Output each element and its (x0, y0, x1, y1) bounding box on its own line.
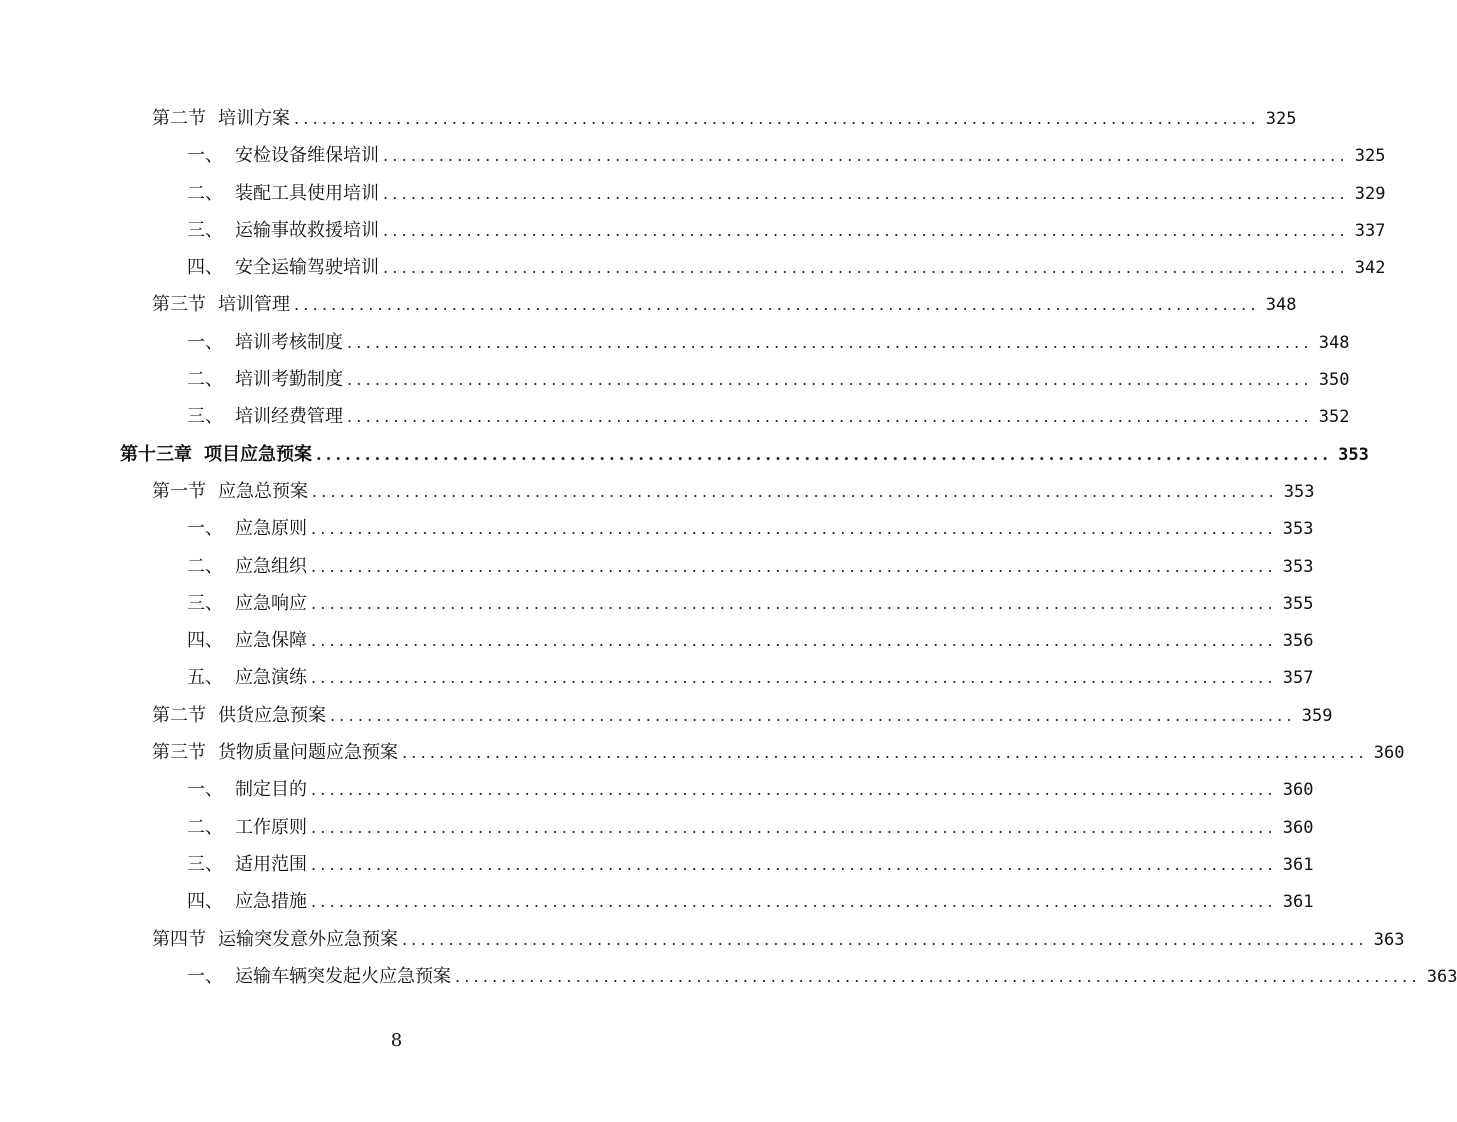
toc-entry-page: 360 (1282, 780, 1314, 801)
toc-entry-page: 348 (1318, 332, 1350, 353)
toc-entry[interactable] (0, 921, 1405, 958)
toc-entry-number: 三、 (187, 406, 223, 428)
dot-leader: ........................................................................................................ (294, 295, 1260, 315)
toc-entry-page: 350 (1318, 370, 1350, 391)
toc-entry[interactable] (0, 734, 1405, 771)
toc-entry-title: 应急原则 (235, 518, 307, 540)
dot-leader: ........................................................................................................ (311, 854, 1277, 874)
toc-entry-label (120, 436, 312, 473)
toc-entry-title: 制定目的 (235, 779, 307, 801)
dot-leader: ........................................................................................................ (383, 220, 1349, 240)
dot-leader: ........................................................................................................ (383, 183, 1349, 203)
dot-leader: ........................................................................................................ (311, 668, 1277, 688)
dot-leader: ........................................................................................................ (311, 519, 1277, 539)
toc-entry-page: 356 (1282, 631, 1314, 652)
toc-entry[interactable] (0, 809, 1314, 846)
toc-entry-page: 337 (1354, 220, 1386, 241)
toc-entry-number: 第三节 (152, 742, 206, 764)
toc-entry-label (152, 286, 290, 323)
toc-entry-label (187, 361, 343, 398)
toc-entry[interactable] (0, 548, 1314, 585)
toc-entry-page: 353 (1283, 481, 1315, 502)
toc-entry-label (152, 473, 308, 510)
toc-entry[interactable] (0, 659, 1314, 696)
dot-leader: ........................................................................................................ (311, 780, 1277, 800)
toc-entry[interactable] (0, 473, 1315, 510)
toc-entry-title: 项目应急预案 (204, 443, 312, 465)
toc-entry-page: 359 (1301, 705, 1333, 726)
toc-entry-title: 培训考核制度 (235, 331, 343, 353)
toc-entry[interactable] (0, 622, 1314, 659)
toc-entry-page: 325 (1265, 109, 1297, 129)
toc-entry-page: 361 (1282, 892, 1314, 913)
toc-entry-title: 装配工具使用培训 (235, 182, 379, 204)
toc-entry-label (187, 212, 379, 249)
toc-entry-title: 安检设备维保培训 (235, 145, 379, 167)
toc-entry-label (152, 921, 398, 958)
toc-entry-number: 二、 (187, 369, 223, 391)
dot-leader: ........................................................................................................ (347, 407, 1313, 427)
toc-entry[interactable] (0, 286, 1297, 323)
toc-entry-label (187, 846, 307, 883)
toc-entry[interactable] (0, 436, 1369, 473)
dot-leader: ........................................................................................................ (311, 631, 1277, 651)
toc-entry[interactable] (0, 137, 1386, 174)
toc-entry-title: 安全运输驾驶培训 (235, 257, 379, 279)
dot-leader: ........................................................................................................ (455, 966, 1421, 986)
toc-entry-page: 360 (1373, 743, 1405, 764)
toc-entry-title: 培训管理 (218, 294, 290, 316)
toc-entry-number: 一、 (187, 331, 223, 353)
dot-leader: ........................................................................................................ (347, 370, 1313, 390)
dot-leader: ........................................................................................................ (312, 481, 1278, 501)
toc-entry-title: 应急保障 (235, 630, 307, 652)
toc-entry-page: 363 (1426, 966, 1457, 987)
toc-entry[interactable] (0, 324, 1350, 361)
dot-leader: ........................................................................................................ (311, 593, 1277, 613)
toc-entry[interactable] (0, 958, 1457, 995)
toc-entry-title: 运输事故救援培训 (235, 219, 379, 241)
toc-entry-title: 应急总预案 (218, 480, 308, 502)
toc-entry-number: 三、 (187, 592, 223, 614)
page-number: 8 (390, 1030, 403, 1051)
toc-entry[interactable] (0, 697, 1333, 734)
toc-entry[interactable] (0, 883, 1314, 920)
toc-entry-title: 应急演练 (235, 667, 307, 689)
toc-entry-title: 货物质量问题应急预案 (218, 742, 398, 764)
dot-leader: ........................................................................................................ (311, 892, 1277, 912)
toc-entry[interactable] (0, 249, 1386, 286)
toc-entry-number: 第二节 (152, 108, 206, 129)
dot-leader: ........................................................................................................ (383, 258, 1349, 278)
toc-entry-label (187, 622, 307, 659)
dot-leader: ........................................................................................................ (330, 705, 1296, 725)
toc-entry-number: 三、 (187, 219, 223, 241)
toc-entry-label (187, 175, 379, 212)
toc-entry-label (187, 771, 307, 808)
toc-entry-title: 适用范围 (235, 853, 307, 875)
toc-entry-number: 二、 (187, 182, 223, 204)
toc-entry-page: 342 (1354, 258, 1386, 279)
dot-leader: ........................................................................................................ (311, 817, 1277, 837)
toc-entry-title: 运输车辆突发起火应急预案 (235, 965, 451, 987)
toc-entry[interactable] (0, 846, 1314, 883)
toc-entry-label (187, 958, 451, 995)
toc-entry-page: 352 (1318, 407, 1350, 428)
toc-entry[interactable] (0, 398, 1350, 435)
toc-entry-label (187, 809, 307, 846)
toc-entry-label (152, 697, 326, 734)
toc-entry-number: 一、 (187, 965, 223, 987)
toc-entry-label (187, 324, 343, 361)
dot-leader: ........................................................................................................ (402, 743, 1368, 763)
toc-list (0, 100, 1457, 995)
toc-entry-label (187, 510, 307, 547)
toc-entry[interactable] (0, 100, 1297, 137)
toc-entry[interactable] (0, 361, 1350, 398)
toc-entry-title: 培训方案 (218, 108, 290, 129)
toc-entry-label (187, 659, 307, 696)
dot-leader: ........................................................................................................ (383, 146, 1349, 166)
toc-entry-title: 运输突发意外应急预案 (218, 928, 398, 950)
toc-entry-number: 四、 (187, 630, 223, 652)
toc-entry-title: 应急响应 (235, 592, 307, 614)
toc-entry-page: 361 (1282, 854, 1314, 875)
toc-entry-page: 353 (1282, 556, 1314, 577)
toc-entry-label (187, 398, 343, 435)
toc-entry[interactable] (0, 212, 1386, 249)
toc-entry-label (187, 883, 307, 920)
toc-entry-page: 353 (1282, 519, 1314, 540)
toc-entry[interactable] (0, 175, 1386, 212)
toc-entry-number: 一、 (187, 145, 223, 167)
toc-entry-label (152, 734, 398, 771)
dot-leader: ........................................................................................................ (316, 444, 1333, 464)
toc-entry[interactable] (0, 771, 1314, 808)
toc-entry-page: 353 (1338, 444, 1369, 465)
toc-entry-number: 第三节 (152, 294, 206, 316)
toc-entry-title: 培训经费管理 (235, 406, 343, 428)
toc-entry-number: 一、 (187, 779, 223, 801)
toc-entry-number: 第四节 (152, 928, 206, 950)
toc-entry-title: 工作原则 (235, 816, 307, 838)
toc-entry-label (187, 137, 379, 174)
toc-entry-number: 二、 (187, 555, 223, 577)
toc-entry-number: 五、 (187, 667, 223, 689)
toc-entry-title: 供货应急预案 (218, 704, 326, 726)
toc-entry-label (187, 585, 307, 622)
toc-entry-number: 第二节 (152, 704, 206, 726)
dot-leader: ........................................................................................................ (294, 109, 1260, 128)
toc-entry-number: 一、 (187, 518, 223, 540)
toc-entry-label (187, 548, 307, 585)
toc-entry-number: 第一节 (152, 480, 206, 502)
toc-entry-number: 四、 (187, 257, 223, 279)
toc-entry-page: 357 (1282, 668, 1314, 689)
toc-entry-number: 四、 (187, 891, 223, 913)
toc-entry-page: 355 (1282, 593, 1314, 614)
toc-entry-number: 第十三章 (120, 443, 192, 465)
dot-leader: ........................................................................................................ (402, 929, 1368, 949)
toc-entry-page: 348 (1265, 295, 1297, 316)
toc-entry-page: 363 (1373, 929, 1405, 950)
dot-leader: ........................................................................................................ (347, 332, 1313, 352)
toc-entry[interactable] (0, 510, 1314, 547)
dot-leader: ........................................................................................................ (311, 556, 1277, 576)
toc-entry-label (187, 249, 379, 286)
toc-entry-page: 325 (1354, 146, 1386, 167)
toc-entry[interactable] (0, 585, 1314, 622)
toc-entry-title: 应急组织 (235, 555, 307, 577)
toc-entry-title: 培训考勤制度 (235, 369, 343, 391)
table-of-contents (0, 100, 1457, 995)
toc-entry-title: 应急措施 (235, 891, 307, 913)
toc-entry-number: 三、 (187, 853, 223, 875)
toc-entry-page: 360 (1282, 817, 1314, 838)
toc-entry-label (152, 100, 290, 137)
toc-entry-page: 329 (1354, 183, 1386, 204)
toc-entry-number: 二、 (187, 816, 223, 838)
